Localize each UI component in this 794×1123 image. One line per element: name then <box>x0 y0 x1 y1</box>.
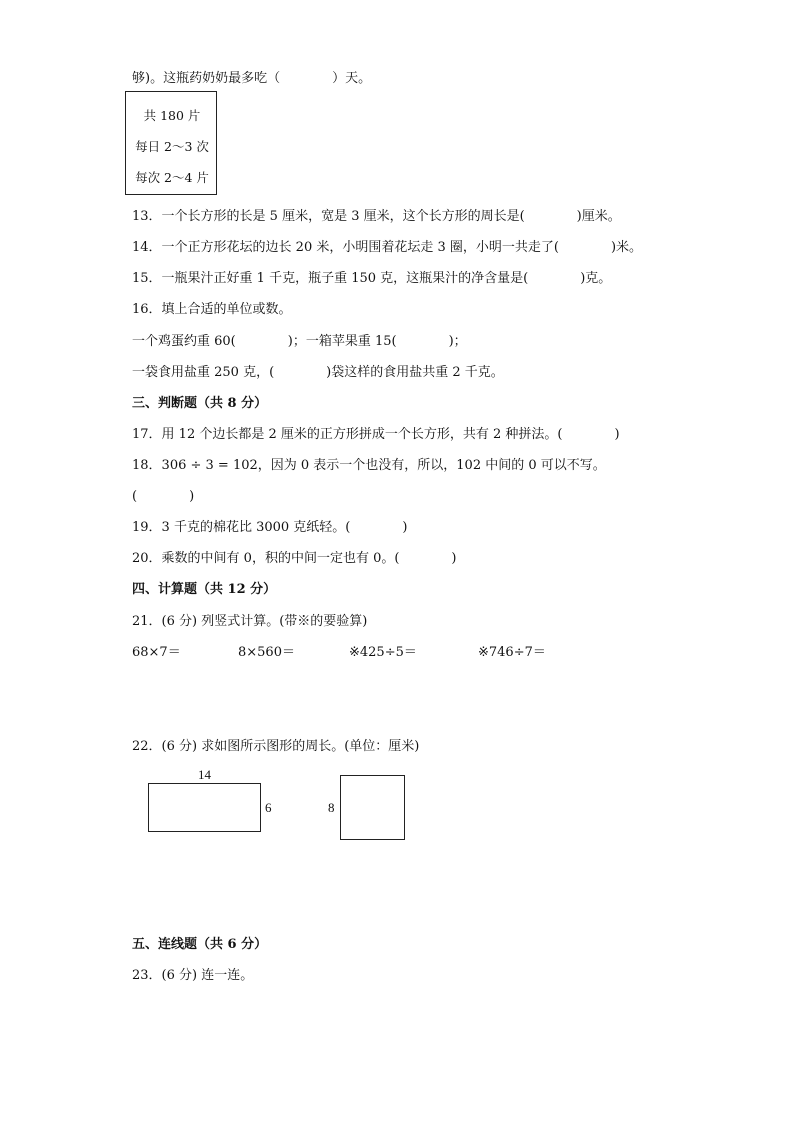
square-side-label: 8 <box>328 800 335 815</box>
section-5-heading: 五、连线题（共 6 分） <box>132 937 268 952</box>
medicine-per-dose: 每次 2～4 片 <box>135 170 209 185</box>
calc-item-3: ※425÷5＝ <box>349 645 417 660</box>
calc-item-1: 68×7＝ <box>132 645 181 660</box>
medicine-daily: 每日 2～3 次 <box>135 139 209 154</box>
question-19: 19．3 千克的棉花比 3000 克纸轻。( ) <box>132 520 408 535</box>
calc-item-4: ※746÷7＝ <box>478 645 546 660</box>
rectangle-width-label: 6 <box>265 800 272 815</box>
square-figure <box>340 775 405 840</box>
question-18-answer-blank: ( ) <box>132 489 195 504</box>
rectangle-length-label: 14 <box>198 767 211 782</box>
question-20: 20．乘数的中间有 0，积的中间一定也有 0。( ) <box>132 551 457 566</box>
question-21: 21．(6 分) 列竖式计算。(带※的要验算) <box>132 614 368 629</box>
question-16: 16．填上合适的单位或数。 <box>132 302 292 317</box>
calc-item-2: 8×560＝ <box>238 645 295 660</box>
question-22: 22．(6 分) 求如图所示图形的周长。(单位：厘米) <box>132 739 420 754</box>
q12-continuation: 够)。这瓶药奶奶最多吃（ ）天。 <box>132 71 372 86</box>
medicine-total: 共 180 片 <box>143 108 201 123</box>
question-18: 18．306 ÷ 3 = 102，因为 0 表示一个也没有，所以，102 中间的 0 可以不写。 <box>132 458 606 473</box>
question-17: 17．用 12 个边长都是 2 厘米的正方形拼成一个长方形，共有 2 种拼法。( ) <box>132 427 620 442</box>
rectangle-figure <box>148 783 261 832</box>
question-15: 15．一瓶果汁正好重 1 千克，瓶子重 150 克，这瓶果汁的净含量是( )克。 <box>132 271 612 286</box>
medicine-label-box <box>125 91 217 195</box>
question-13: 13．一个长方形的长是 5 厘米，宽是 3 厘米，这个长方形的周长是( )厘米。 <box>132 209 621 224</box>
section-4-heading: 四、计算题（共 12 分） <box>132 582 277 597</box>
section-3-heading: 三、判断题（共 8 分） <box>132 396 268 411</box>
question-16-part-a: 一个鸡蛋约重 60( )；一箱苹果重 15( )； <box>132 334 467 349</box>
question-23: 23．(6 分) 连一连。 <box>132 968 254 983</box>
question-16-part-b: 一袋食用盐重 250 克，( )袋这样的食用盐共重 2 千克。 <box>132 365 504 380</box>
question-14: 14．一个正方形花坛的边长 20 米，小明围着花坛走 3 圈，小明一共走了( )米。 <box>132 240 643 255</box>
